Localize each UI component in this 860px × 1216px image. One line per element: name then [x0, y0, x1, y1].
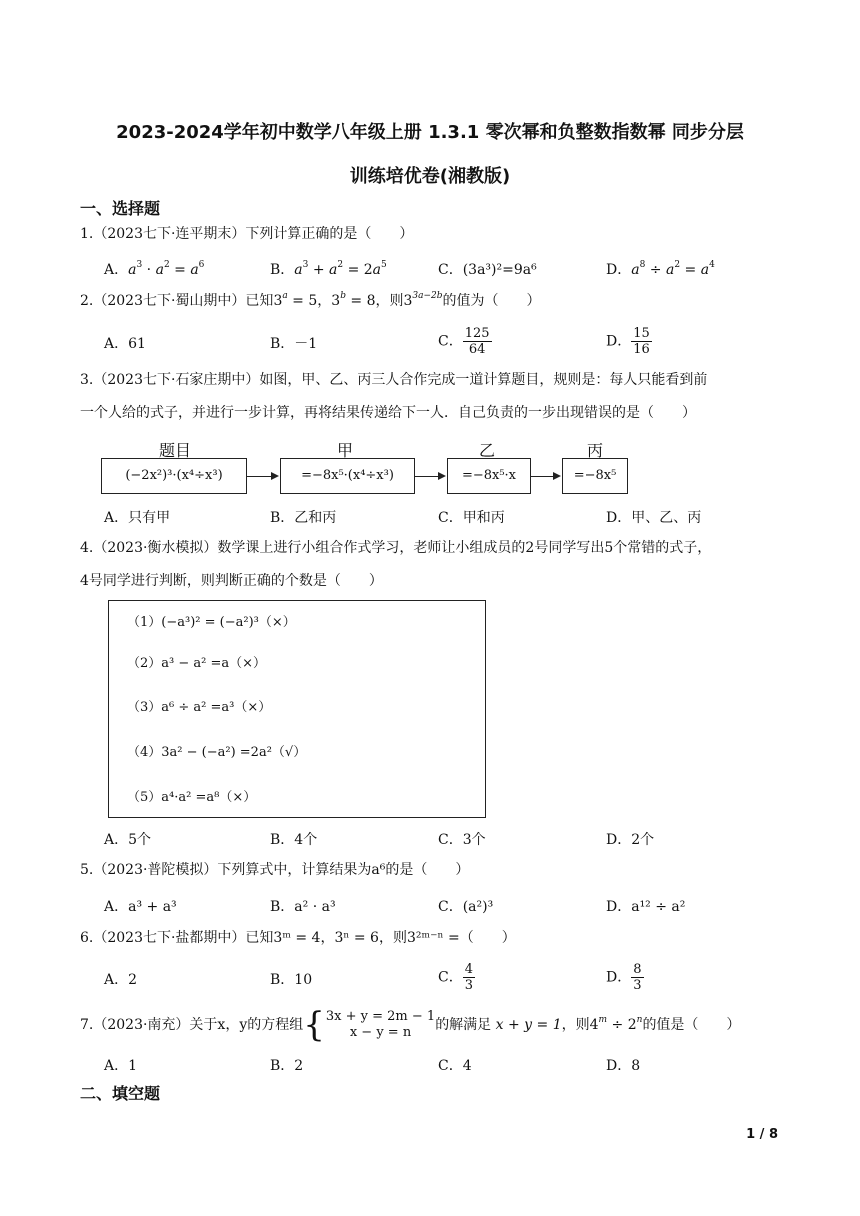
q2-stem: 2.（2023七下·蜀山期中）已知$3^a = 5$，$3^b = 8$，则$3^{3a-2b}$的值为（ ） — [80, 291, 541, 309]
flow-box-bing: =−8x⁵ — [562, 458, 628, 494]
judgement-item-1: （1）(−a³)² = (−a²)³（×） — [127, 615, 296, 630]
judgement-item-2: （2）a³ − a² =a（×） — [127, 656, 267, 671]
q7-option-b: B．2 — [270, 1058, 304, 1074]
flow-arrow-3 — [531, 476, 559, 477]
q6-option-b: B．10 — [270, 972, 313, 988]
q3-stem-line2: 一个人给的式子，并进行一步计算，再将结果传递给下一人．自己负责的一步出现错误的是（ ） — [80, 405, 696, 421]
q2-option-a: A．61 — [104, 336, 146, 352]
q3-option-b: B．乙和丙 — [270, 510, 337, 526]
flow-box-jia: =−8x⁵·(x⁴÷x³) — [280, 458, 415, 494]
page-number: 1 / 8 — [746, 1127, 778, 1142]
q6-stem: 6.（2023七下·盐都期中）已知3ᵐ = 4，3ⁿ = 6，则3²ᵐ⁻ⁿ =（ ） — [80, 930, 516, 946]
q7-option-d: D．8 — [606, 1058, 641, 1074]
q7-option-c: C．4 — [438, 1058, 472, 1074]
q4-option-c: C．3个 — [438, 832, 486, 848]
section-fill: 二、填空题 — [80, 1084, 161, 1103]
flow-arrow-2 — [415, 476, 444, 477]
q7-option-a: A．1 — [104, 1058, 138, 1074]
judgement-box — [108, 600, 486, 818]
q5-option-c: C．(a²)³ — [438, 899, 494, 915]
q5-option-a: A．a³ + a³ — [104, 899, 177, 915]
flow-box-yi: =−8x⁵·x — [447, 458, 531, 494]
q6-option-a: A．2 — [104, 972, 138, 988]
q1-option-a: A．$a^3 \cdot a^2 = a^6$ — [104, 260, 205, 278]
flow-label-problem: 题目 — [158, 441, 191, 460]
q5-option-d: D．a¹² ÷ a² — [606, 899, 686, 915]
q6-option-d: D． $\frac{8}{3}$ — [606, 962, 642, 993]
q4-stem-line2: 4号同学进行判断，则判断正确的个数是（ ） — [80, 573, 383, 589]
doc-title-line1: 2023-2024学年初中数学八年级上册 1.3.1 零次幂和负整数指数幂 同步分层 — [116, 122, 744, 143]
q1-option-b: B．$a^3 + a^2 = 2a^5$ — [270, 260, 387, 278]
q4-option-d: D．2个 — [606, 832, 655, 848]
q2-option-c: C． $\frac{125}{64}$ — [438, 326, 490, 357]
q1-option-d: D．$a^8 \div a^2 = a^4$ — [606, 260, 715, 278]
q7-stem: 7.（2023·南充）关于x，y的方程组{ 3x + y = 2m − 1 x − y = n 的解满足 x + y = 1，则$4^m \div 2^n$的值是（ ） — [80, 1005, 741, 1045]
flow-label-yi: 乙 — [478, 441, 495, 460]
q2-option-d: D． $\frac{15}{16}$ — [606, 326, 650, 357]
flow-label-bing: 丙 — [586, 441, 603, 460]
q3-option-d: D．甲、乙、丙 — [606, 510, 702, 526]
q1-option-c: C．(3a³)²=9a⁶ — [438, 262, 537, 278]
flow-label-jia: 甲 — [336, 441, 353, 460]
section-choice: 一、选择题 — [80, 199, 161, 218]
q2-option-b: B．－1 — [270, 336, 318, 352]
q1-stem: 1.（2023七下·连平期末）下列计算正确的是（ ） — [80, 226, 414, 242]
judgement-item-5: （5）a⁴·a² =a⁸（×） — [127, 790, 257, 805]
q6-option-c: C． $\frac{4}{3}$ — [438, 962, 473, 993]
q4-option-b: B．4个 — [270, 832, 318, 848]
q4-option-a: A．5个 — [104, 832, 152, 848]
doc-title-line2: 训练培优卷(湘教版) — [349, 166, 511, 187]
flow-arrow-1 — [247, 476, 277, 477]
q3-option-c: C．甲和丙 — [438, 510, 505, 526]
q3-option-a: A．只有甲 — [104, 510, 171, 526]
q5-option-b: B．a² · a³ — [270, 899, 336, 915]
flow-box-problem: (−2x²)³·(x⁴÷x³) — [101, 458, 247, 494]
judgement-item-4: （4）3a² − (−a²) =2a²（√） — [127, 745, 307, 760]
q5-stem: 5.（2023·普陀模拟）下列算式中，计算结果为a⁶的是（ ） — [80, 862, 470, 878]
q4-stem-line1: 4.（2023·衡水模拟）数学课上进行小组合作式学习，老师让小组成员的2号同学写出5个常错的式子， — [80, 540, 712, 556]
judgement-item-3: （3）a⁶ ÷ a² =a³（×） — [127, 700, 272, 715]
q3-stem-line1: 3.（2023七下·石家庄期中）如图，甲、乙、丙三人合作完成一道计算题目，规则是：每人只能看到前 — [80, 372, 708, 388]
